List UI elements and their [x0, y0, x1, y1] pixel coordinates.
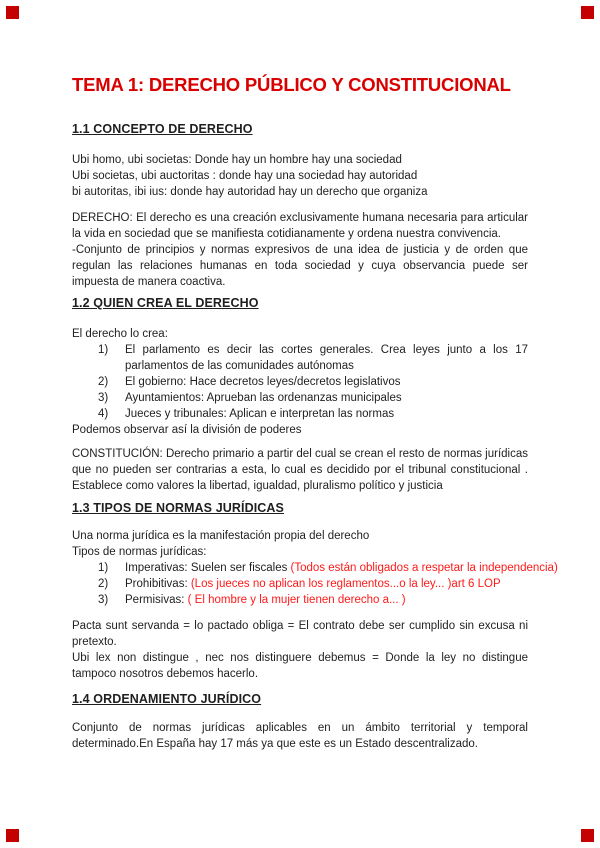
- tipos-normas-line: Tipos de normas jurídicas:: [72, 546, 207, 558]
- section-heading-1-1: 1.1 CONCEPTO DE DERECHO: [72, 122, 253, 136]
- creators-intro-line: El derecho lo crea:: [72, 328, 168, 340]
- red-annotation: (Todos están obligados a respetar la independencia): [290, 562, 558, 574]
- list-item-text: Prohibitivas:: [125, 578, 191, 590]
- list-number: 4): [98, 408, 109, 420]
- section-heading-1-3: 1.3 TIPOS DE NORMAS JURÍDICAS: [72, 501, 284, 515]
- list-number: 2): [98, 578, 109, 590]
- creators-list: [72, 342, 528, 422]
- list-item-gobierno: [72, 374, 528, 390]
- list-item-imperativas: [72, 560, 558, 576]
- ubi-lex-paragraph: Ubi lex non distingue , nec nos distinguere debemus = Donde la ley no distingue tampoco nosotros debemos hacerlo.: [72, 652, 528, 680]
- list-number: 1): [98, 344, 109, 356]
- latin-principles-block: [72, 618, 528, 682]
- derecho-definition-paragraph: DERECHO: El derecho es una creación exclusivamente humana necesaria para articular la vida en sociedad que se manifiesta cotidianamente y ordena nuestra convivencia.: [72, 212, 528, 240]
- section-heading-1-4: 1.4 ORDENAMIENTO JURÍDICO: [72, 692, 262, 706]
- list-item-jueces: [72, 406, 528, 422]
- list-item-prohibitivas: [72, 576, 528, 592]
- corner-marker-top-right-icon: [581, 6, 594, 19]
- constitucion-paragraph: CONSTITUCIÓN: Derecho primario a partir del cual se crean el resto de normas jurídicas que no pueden ser contrarias a esta, lo cual es decidido por el tribunal constitucional . Establece como valores la libertad, igualdad, pluralismo político y justicia: [72, 448, 528, 492]
- norm-types-list: [72, 560, 558, 608]
- norm-types-section: [72, 528, 558, 608]
- list-item-text: El gobierno: Hace decretos leyes/decretos legislativos: [125, 376, 401, 388]
- maxim-line-1: Ubi homo, ubi societas: Donde hay un hombre hay una sociedad: [72, 154, 402, 166]
- corner-marker-bottom-right-icon: [581, 829, 594, 842]
- norma-juridica-line: Una norma jurídica es la manifestación propia del derecho: [72, 530, 370, 542]
- division-poderes-line: Podemos observar así la división de poderes: [72, 424, 302, 436]
- corner-marker-bottom-left-icon: [6, 829, 19, 842]
- ordenamiento-paragraph: Conjunto de normas jurídicas aplicables en un ámbito territorial y temporal determinado.En España hay 17 más ya que este es un Estado descentralizado.: [72, 722, 528, 750]
- list-item-text: El parlamento es decir las cortes generales. Crea leyes junto a los 17 parlamentos de las comunidades autónomas: [125, 344, 528, 372]
- list-number: 3): [98, 392, 109, 404]
- list-item-text: Jueces y tribunales: Aplican e interpretan las normas: [125, 408, 395, 420]
- list-number: 3): [98, 594, 109, 606]
- derecho-definition-block: [72, 210, 528, 290]
- list-item-text: Permisivas:: [125, 594, 188, 606]
- maxim-line-2: Ubi societas, ubi auctoritas : donde hay una sociedad hay autoridad: [72, 170, 418, 182]
- list-item-permisivas: [72, 592, 528, 608]
- list-item-ayuntamientos: [72, 390, 528, 406]
- document-title: TEMA 1: DERECHO PÚBLICO Y CONSTITUCIONAL: [72, 74, 511, 95]
- section-heading-1-2: 1.2 QUIEN CREA EL DERECHO: [72, 296, 259, 310]
- maxim-line-3: bi autoritas, ibi ius: donde hay autoridad hay un derecho que organiza: [72, 186, 428, 198]
- creators-of-law-section: [72, 326, 528, 438]
- corner-marker-top-left-icon: [6, 6, 19, 19]
- list-number: 2): [98, 376, 109, 388]
- list-number: 1): [98, 562, 109, 574]
- pacta-sunt-servanda-paragraph: Pacta sunt servanda = lo pactado obliga = El contrato debe ser cumplido sin excusa ni pretexto.: [72, 620, 528, 648]
- list-item-text: Imperativas: Suelen ser fiscales: [125, 562, 291, 574]
- list-item-text: Ayuntamientos: Aprueban las ordenanzas municipales: [125, 392, 402, 404]
- red-annotation: ( El hombre y la mujer tienen derecho a... ): [187, 594, 406, 606]
- red-annotation: (Los jueces no aplican los reglamentos...o la ley... )art 6 LOP: [190, 578, 501, 590]
- list-item-parlamento: [72, 342, 528, 374]
- latin-maxims-paragraph: [72, 152, 528, 200]
- conjunto-principios-paragraph: -Conjunto de principios y normas expresivos de una idea de justicia y de orden que regulan las relaciones humanas en toda sociedad y cuya observancia puede ser impuesta de manera coactiva.: [72, 244, 528, 288]
